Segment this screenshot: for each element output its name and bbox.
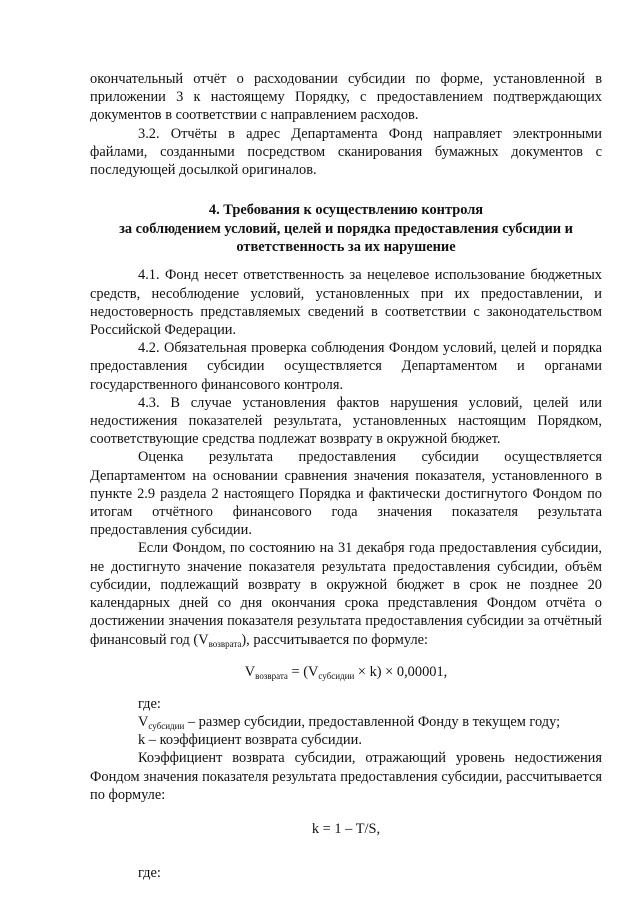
paragraph-4-3: 4.3. В случае установления фактов нарушения условий, целей или недостижения показателей результата, установленных настоящим Порядком, соответствующие средства подлежат возврату в окружной бюджет.: [90, 394, 602, 448]
paragraph-4-2: 4.2. Обязательная проверка соблюдения Фондом условий, целей и порядка предоставления субсидии осуществляется Департаментом и органами государственного финансового контроля.: [90, 340, 602, 393]
return-condition-text-b: ), рассчитывается по формуле:: [241, 631, 429, 648]
paragraph-evaluation: Оценка результата предоставления субсидии осуществляется Департаментом на основании сравнения значения показателя, установленного в пункте 2.9 раздела 2 настоящего Порядка и фактически достигнутого Фондом по итогам отчётного финансового года значения показателя результата предоставления субсидии.: [90, 449, 602, 539]
heading-line-3: ответственность за их нарушение: [236, 239, 456, 256]
paragraph-3-2: 3.2. Отчёты в адрес Департамента Фонд направляет электронными файлами, созданными посредством сканирования бумажных документов с последующей досылкой оригиналов.: [90, 125, 602, 179]
heading-line-2: за соблюдением условий, целей и порядка предоставления субсидии и: [119, 220, 573, 237]
paragraph-4-1: 4.1. Фонд несет ответственность за нецелевое использование бюджетных средств, несоблюдение условий, установленных при их предоставлении, и недостоверность представляемых сведений в соответствии с законодательством Российской Федерации.: [90, 267, 602, 339]
paragraph-coefficient: Коэффициент возврата субсидии, отражающий уровень недостижения Фондом значения показателя результата предоставления субсидии, рассчитывается по формуле:: [90, 750, 602, 803]
formula-coefficient: k = 1 – T/S,: [311, 820, 381, 837]
definition-k: k – коэффициент возврата субсидии.: [138, 732, 362, 749]
return-condition-subscript: возврата: [208, 638, 242, 649]
paragraph-intro: окончательный отчёт о расходовании субсидии по форме, установленной в приложении 3 к настоящему Порядку, с предоставлением подтверждающих документов в соответствии с направлением расходов.: [90, 71, 602, 124]
where-label-2: где:: [138, 864, 161, 881]
paragraph-return-condition: [90, 539, 602, 648]
section-heading: [90, 201, 602, 256]
return-condition-text-a: Если Фондом, по состоянию на 31 декабря года предоставления субсидии, не достигнуто значение показателя результата предоставления субсидии, объём субсидии, подлежащий возврату в окружной бюджет в срок не позднее 20 календарных дней со дня окончания срока представления Фондом отчёта о достижении значения показателя результата предоставления субсидии за отчётный финансовый год (V: [90, 540, 602, 648]
definition-v-subsidy: $V_{субсидии}$ – размер субсидии, предоставленной Фонду в текущем году;: [138, 713, 561, 731]
heading-line-1: 4. Требования к осуществлению контроля: [208, 202, 484, 219]
formula-return-volume: $V_{возврата} = (V_{субсидии} \times k) \times 0,00001$,: [244, 663, 448, 681]
where-label-1: где:: [138, 695, 161, 712]
